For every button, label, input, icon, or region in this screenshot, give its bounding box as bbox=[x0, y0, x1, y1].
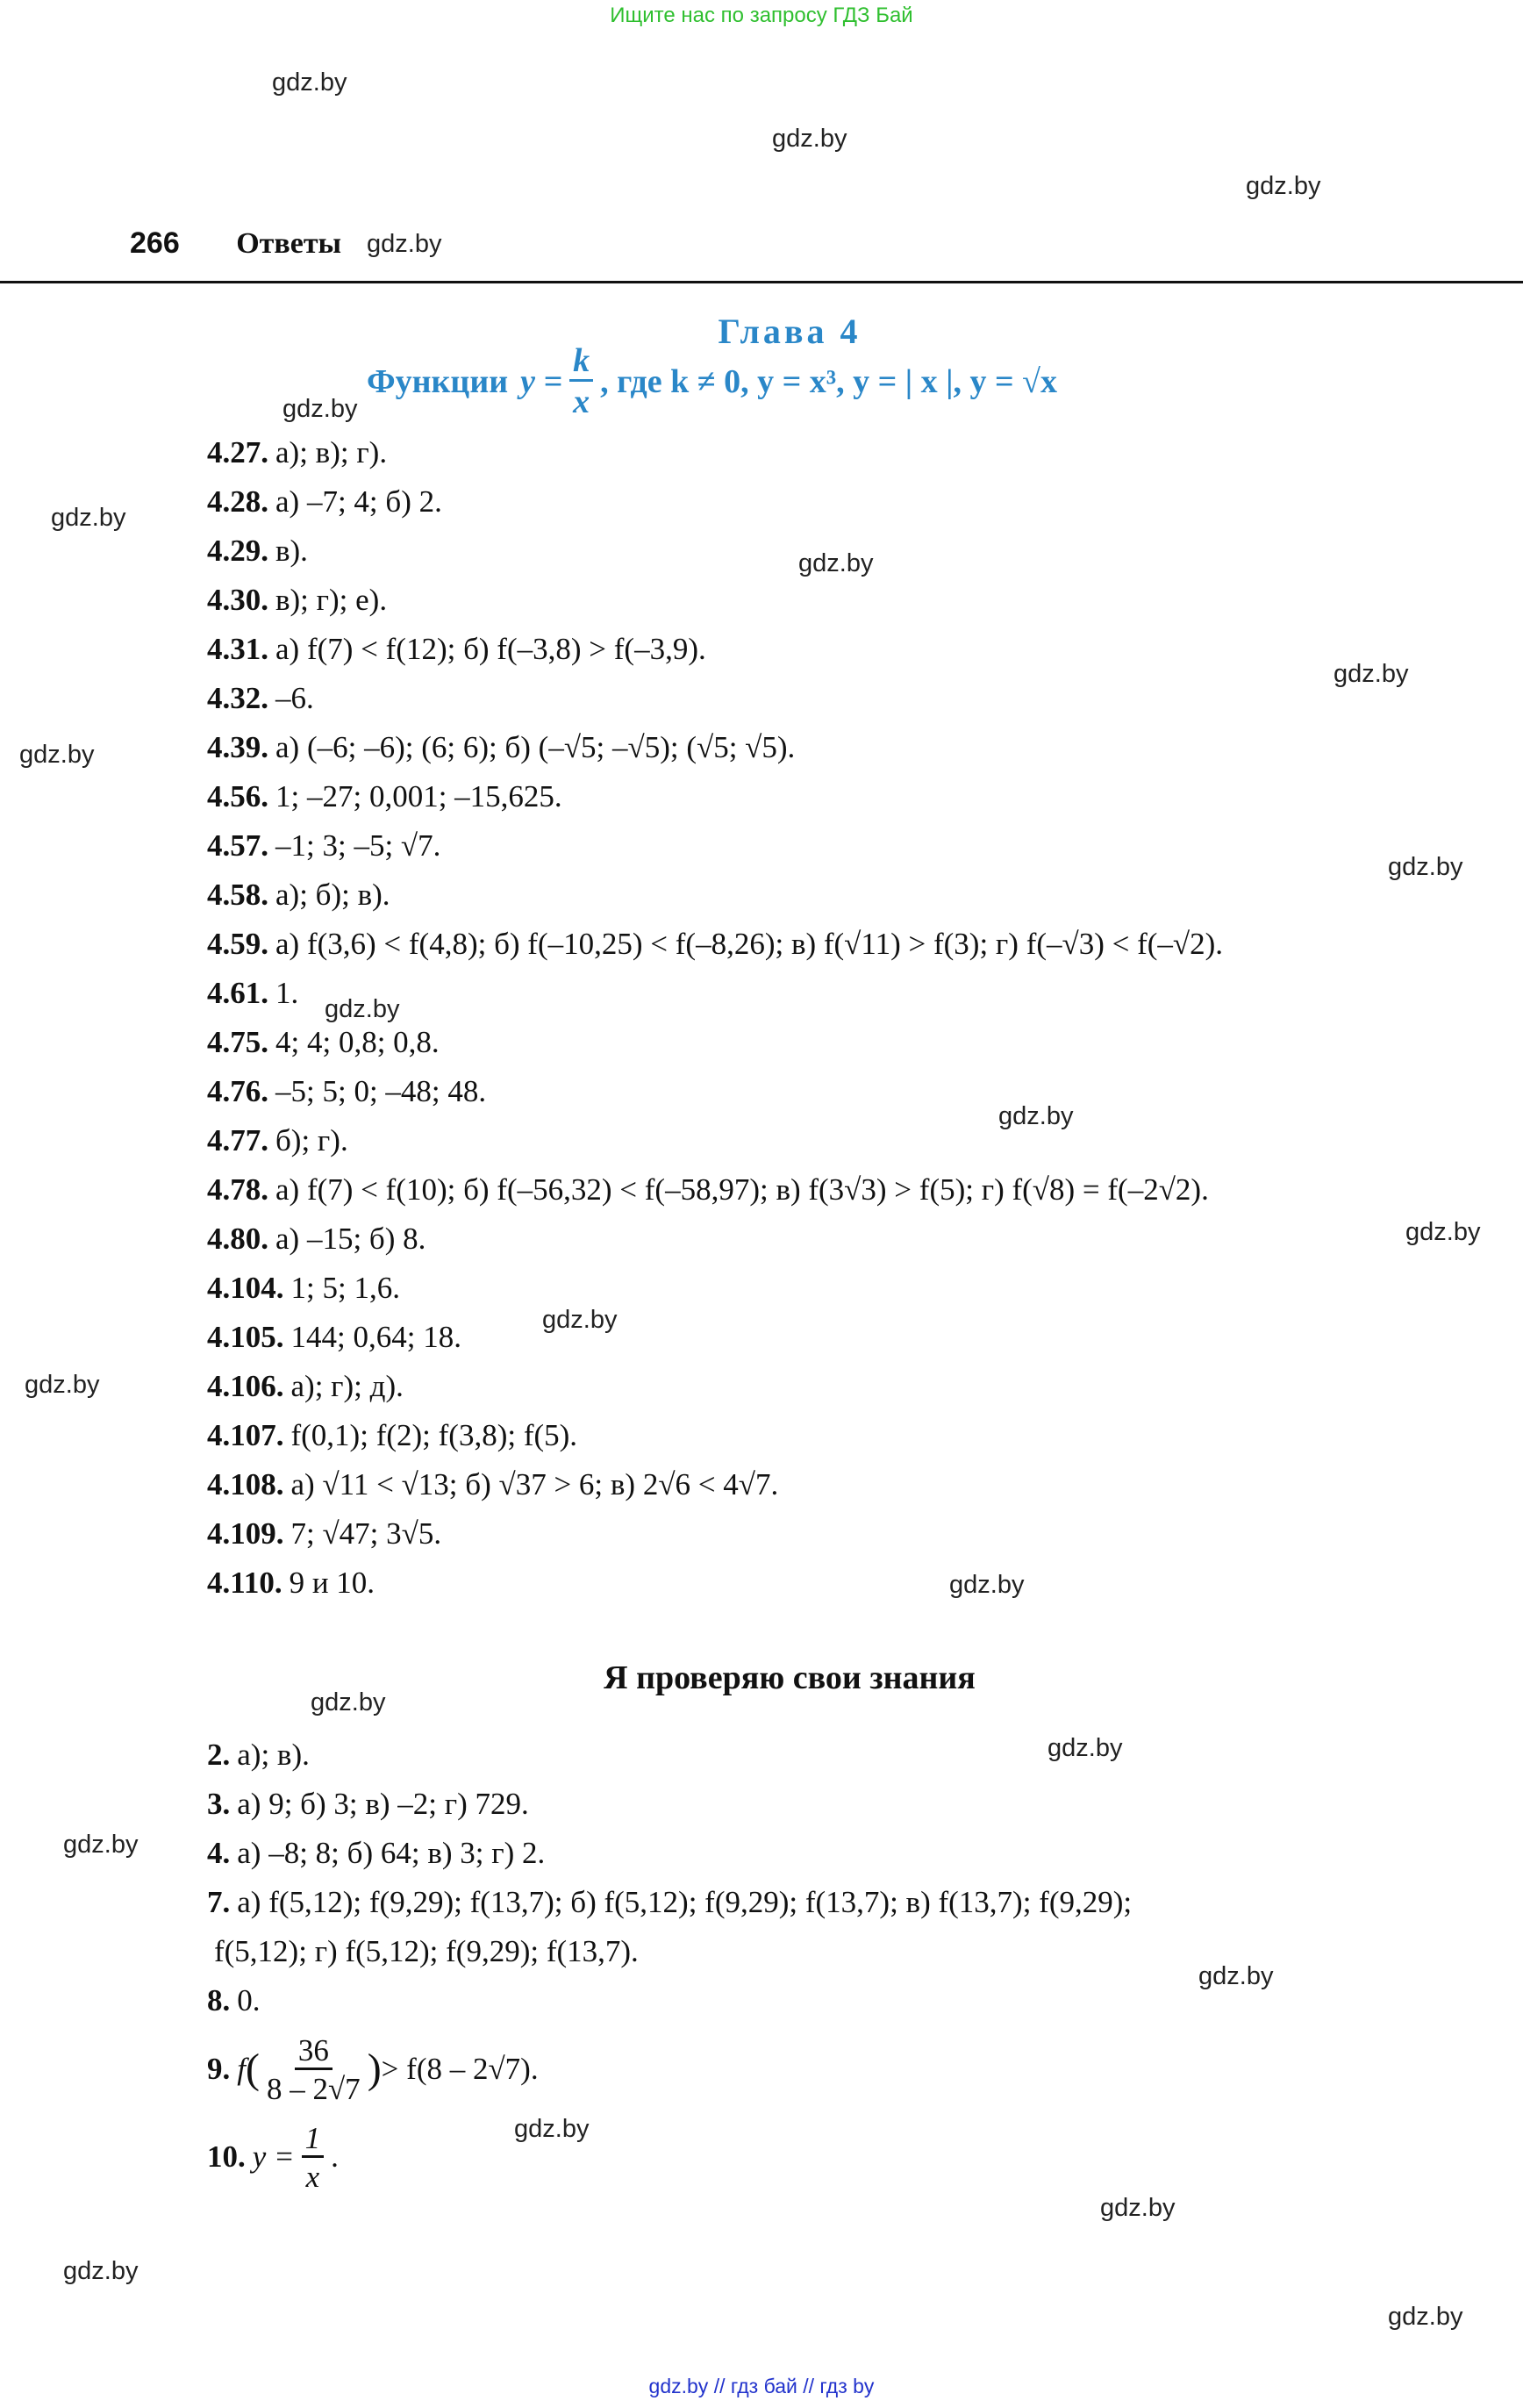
answer-row: 4.77. б); г). bbox=[207, 1123, 348, 1157]
answer-row: 4.105. 144; 0,64; 18. bbox=[207, 1320, 461, 1354]
watermark: gdz.by bbox=[1388, 853, 1463, 881]
watermark: gdz.by bbox=[63, 2257, 139, 2285]
watermark: gdz.by bbox=[798, 549, 874, 577]
q10-fraction: $\frac{1}{x}$ bbox=[302, 2123, 325, 2192]
watermark: gdz.by bbox=[998, 1102, 1074, 1130]
answer-row-9: 9. f ( $\frac{36}{8 - 2√7}$ ) > f(8 – 2√7). bbox=[207, 2032, 539, 2106]
answer-row: 4.32. –6. bbox=[207, 681, 314, 715]
answer-row: 8. 0. bbox=[207, 1983, 261, 2017]
answer-row: 4. а) –8; 8; б) 64; в) 3; г) 2. bbox=[207, 1836, 546, 1870]
watermark: gdz.by bbox=[282, 395, 358, 423]
answer-row: 4.110. 9 и 10. bbox=[207, 1566, 375, 1600]
watermark: gdz.by bbox=[1198, 1962, 1274, 1990]
watermark: gdz.by bbox=[367, 230, 442, 258]
answers-self-check bbox=[207, 1731, 1132, 2201]
answer-row: 4.28. а) –7; 4; б) 2. bbox=[207, 484, 442, 519]
answer-row: 4.57. –1; 3; –5; √7. bbox=[207, 828, 441, 863]
watermark: gdz.by bbox=[63, 1831, 139, 1859]
watermark: gdz.by bbox=[949, 1571, 1025, 1599]
page-header bbox=[130, 226, 341, 261]
watermark: gdz.by bbox=[51, 504, 126, 532]
chapter-title: Глава 4 bbox=[718, 312, 862, 351]
watermark: gdz.by bbox=[772, 125, 847, 153]
watermark: gdz.by bbox=[1100, 2194, 1176, 2222]
watermark: gdz.by bbox=[542, 1306, 618, 1334]
watermark: gdz.by bbox=[514, 2115, 590, 2143]
page-number: 266 bbox=[130, 226, 180, 260]
subtitle-fraction bbox=[569, 344, 593, 419]
answer-row: 4.107. f(0,1); f(2); f(3,8); f(5). bbox=[207, 1418, 578, 1452]
answer-row: 7. а) f(5,12); f(9,29); f(13,7); б) f(5,12); f(9,29); f(13,7); в) f(13,7); f(9,29); bbox=[207, 1885, 1133, 1919]
answer-row: 4.61. 1. bbox=[207, 976, 299, 1010]
watermark: gdz.by bbox=[325, 995, 400, 1023]
subtitle-y-eq: y = bbox=[520, 362, 563, 400]
watermark: gdz.by bbox=[1388, 2303, 1463, 2331]
answer-row: 4.58. а); б); в). bbox=[207, 878, 390, 912]
header-rule bbox=[0, 281, 1523, 283]
answer-row: f(5,12); г) f(5,12); f(9,29); f(13,7). bbox=[214, 1934, 639, 1968]
answer-row: 4.80. а) –15; б) 8. bbox=[207, 1222, 426, 1256]
fraction-denominator: x bbox=[573, 383, 590, 420]
answer-row: 4.78. а) f(7) < f(10); б) f(–56,32) < f(–58,97); в) f(3√3) > f(5); г) f(√8) = f(–2√2). bbox=[207, 1172, 1209, 1207]
q9-fraction: $\frac{36}{8 - 2√7}$ bbox=[266, 2032, 361, 2106]
watermark: gdz.by bbox=[311, 1688, 386, 1716]
answer-row: 4.108. а) √11 < √13; б) √37 > 6; в) 2√6 < 4√7. bbox=[207, 1467, 779, 1501]
subtitle-prefix: Функции bbox=[367, 362, 509, 400]
answer-row: 4.29. в). bbox=[207, 534, 308, 568]
answer-row: 4.109. 7; √47; 3√5. bbox=[207, 1516, 442, 1551]
answer-row: 4.39. а) (–6; –6); (6; 6); б) (–√5; –√5); (√5; √5). bbox=[207, 730, 796, 764]
answer-row: 3. а) 9; б) 3; в) –2; г) 729. bbox=[207, 1787, 529, 1821]
answer-row: 4.106. а); г); д). bbox=[207, 1369, 404, 1403]
chapter-subtitle bbox=[367, 344, 1057, 419]
self-check-title: Я проверяю свои знания bbox=[604, 1659, 976, 1696]
answer-row: 4.104. 1; 5; 1,6. bbox=[207, 1271, 400, 1305]
answer-row: 2. а); в). bbox=[207, 1738, 310, 1772]
watermark: gdz.by bbox=[272, 68, 347, 97]
answer-row-10: 10. y = $\frac{1}{x}$ . bbox=[207, 2120, 339, 2194]
watermark: gdz.by bbox=[1405, 1218, 1481, 1246]
answer-row: 4.76. –5; 5; 0; –48; 48. bbox=[207, 1074, 487, 1108]
fraction-numerator: k bbox=[569, 344, 593, 382]
watermark: gdz.by bbox=[19, 741, 95, 769]
subtitle-suffix: , где k ≠ 0, y = x³, y = | x |, y = √x bbox=[600, 362, 1058, 400]
watermark: gdz.by bbox=[1334, 660, 1409, 688]
answer-row: 4.31. а) f(7) < f(12); б) f(–3,8) > f(–3,9). bbox=[207, 632, 706, 666]
watermark: gdz.by bbox=[1048, 1734, 1123, 1762]
answer-row: 4.30. в); г); е). bbox=[207, 583, 388, 617]
footer-links: gdz.by // гдз бай // гдз by bbox=[648, 2375, 875, 2397]
watermark: gdz.by bbox=[25, 1371, 100, 1399]
watermark: gdz.by bbox=[1246, 172, 1321, 200]
answer-row: 4.75. 4; 4; 0,8; 0,8. bbox=[207, 1025, 440, 1059]
answer-row: 4.27. а); в); г). bbox=[207, 435, 388, 469]
top-banner: Ищите нас по запросу ГДЗ Бай bbox=[610, 4, 913, 27]
answer-row: 4.59. а) f(3,6) < f(4,8); б) f(–10,25) < f(–8,26); в) f(√11) > f(3); г) f(–√3) < f(–√2). bbox=[207, 927, 1224, 961]
answer-row: 4.56. 1; –27; 0,001; –15,625. bbox=[207, 779, 562, 813]
function-f: f bbox=[237, 2052, 246, 2086]
section-title: Ответы bbox=[236, 227, 342, 260]
